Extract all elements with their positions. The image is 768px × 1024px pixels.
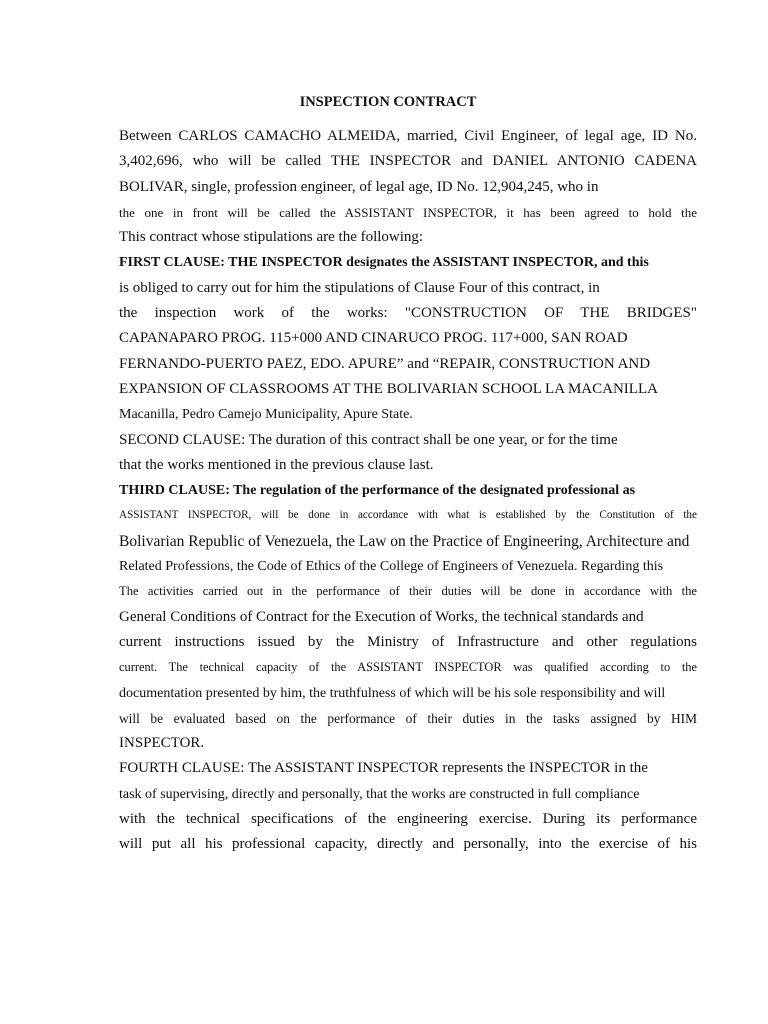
text-line: ASSISTANT INSPECTOR, will be done in accordance with what is established by the Constitution of the (119, 509, 697, 522)
text-line: documentation presented by him, the truthfulness of which will be his sole responsibility and will (119, 685, 666, 701)
text-line: 3,402,696, who will be called THE INSPECTOR and DANIEL ANTONIO CADENA (119, 153, 697, 170)
text-line: General Conditions of Contract for the Execution of Works, the technical standards and (119, 608, 644, 625)
first-clause-heading-line: FIRST CLAUSE: THE INSPECTOR designates the ASSISTANT INSPECTOR, and this (119, 255, 649, 271)
text-line: the inspection work of the works: "CONSTRUCTION OF THE BRIDGES" (119, 305, 697, 322)
text-line: the one in front will be called the ASSISTANT INSPECTOR, it has been agreed to hold the (119, 204, 697, 220)
text-line: CAPANAPARO PROG. 115+000 AND CINARUCO PROG. 117+000, SAN ROAD (119, 330, 628, 347)
text-line: current. The technical capacity of the ASSISTANT INSPECTOR was qualified according to the (119, 660, 697, 675)
text-line: SECOND CLAUSE: The duration of this contract shall be one year, or for the time (119, 431, 618, 448)
text-line: with the technical specifications of the engineering exercise. During its performance (119, 811, 697, 828)
third-clause-heading-line: THIRD CLAUSE: The regulation of the performance of the designated professional as (119, 483, 636, 499)
text-line: that the works mentioned in the previous clause last. (119, 456, 434, 473)
text-line: current instructions issued by the Ministry of Infrastructure and other regulations (119, 633, 697, 650)
document-title: INSPECTION CONTRACT (299, 94, 477, 110)
text-line: INSPECTOR. (119, 735, 205, 752)
text-line: Macanilla, Pedro Camejo Municipality, Apure State. (119, 407, 413, 423)
fourth-clause-heading-line: FOURTH CLAUSE: The ASSISTANT INSPECTOR represents the INSPECTOR in the (119, 760, 648, 777)
text-line: is obliged to carry out for him the stipulations of Clause Four of this contract, in (119, 279, 600, 296)
document-body (119, 124, 697, 858)
text-line: Between CARLOS CAMACHO ALMEIDA, married, Civil Engineer, of legal age, ID No. (119, 128, 697, 144)
text-line: The activities carried out in the performance of their duties will be done in accordance with the (119, 584, 697, 599)
text-line: will be evaluated based on the performance of their duties in the tasks assigned by HIM (119, 710, 697, 726)
text-line: FERNANDO-PUERTO PAEZ, EDO. APURE” and “REPAIR, CONSTRUCTION AND (119, 355, 651, 372)
text-line: Related Professions, the Code of Ethics of the College of Engineers of Venezuela. Regarding this (119, 559, 664, 575)
text-line: BOLIVAR, single, profession engineer, of legal age, ID No. 12,904,245, who in (119, 178, 599, 195)
text-line: Bolivarian Republic of Venezuela, the Law on the Practice of Engineering, Architecture and (119, 532, 690, 550)
text-line: will put all his professional capacity, directly and personally, into the exercise of his (119, 836, 697, 853)
text-line: This contract whose stipulations are the following: (119, 229, 424, 246)
text-line: task of supervising, directly and personally, that the works are constructed in full compliance (119, 786, 640, 802)
text-line: EXPANSION OF CLASSROOMS AT THE BOLIVARIAN SCHOOL LA MACANILLA (119, 380, 658, 397)
